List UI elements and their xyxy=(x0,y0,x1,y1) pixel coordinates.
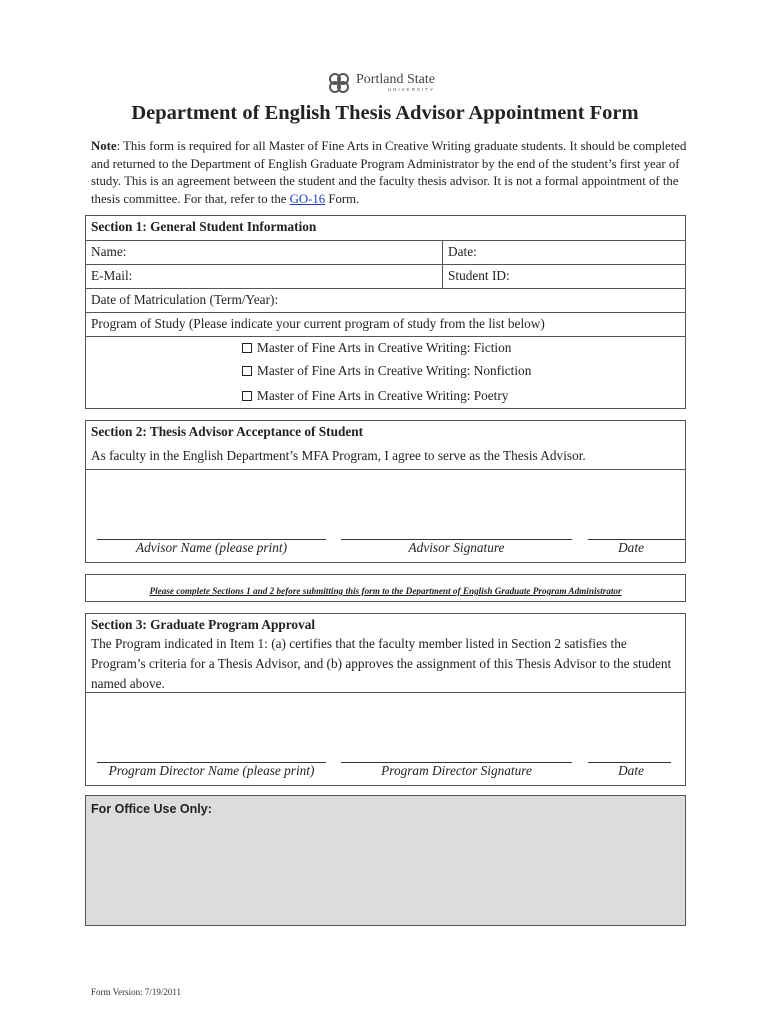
name-date-row xyxy=(86,240,685,264)
advisor-signature-field[interactable]: Advisor Signature xyxy=(408,540,505,555)
matriculation-field[interactable]: Date of Matriculation (Term/Year): xyxy=(91,292,279,307)
director-name-field[interactable]: Program Director Name (please print) xyxy=(108,763,315,778)
note-text-end: Form. xyxy=(325,191,360,206)
section2-text: As faculty in the English Department’s MFA Program, I agree to serve as the Thesis Advisor. xyxy=(91,448,586,463)
office-use-box xyxy=(85,795,686,926)
program-label: Program of Study (Please indicate your current program of study from the list below) xyxy=(91,316,545,331)
matriculation-row xyxy=(86,288,685,312)
date-field[interactable]: Date: xyxy=(448,244,477,259)
option-nonfiction[interactable]: Master of Fine Arts in Creative Writing: Nonfiction xyxy=(242,363,531,379)
name-field[interactable]: Name: xyxy=(91,244,127,259)
submission-notice: Please complete Sections 1 and 2 before submitting this form to the Department of English Graduate Program Administrator xyxy=(85,574,686,602)
section3-heading: Section 3: Graduate Program Approval xyxy=(91,617,316,632)
page-title: Department of English Thesis Advisor Appointment Form xyxy=(131,102,639,124)
section1-heading: Section 1: General Student Information xyxy=(91,219,317,234)
checkbox-icon[interactable] xyxy=(242,391,252,401)
psu-logo xyxy=(326,70,435,96)
director-date-field[interactable]: Date xyxy=(618,763,644,778)
note-label: Note xyxy=(91,139,117,153)
go16-link[interactable]: GO-16 xyxy=(289,191,326,206)
program-row xyxy=(86,312,685,336)
checkbox-icon[interactable] xyxy=(242,343,252,353)
office-use-label: For Office Use Only: xyxy=(91,802,212,816)
section3-text: The Program indicated in Item 1: (a) certifies that the faculty member listed in Section 2 satisfies the Program’s criteria for a Thesis Advisor, and (b) approves the assignment of this Thesis Advisor to the student named above. xyxy=(91,636,672,691)
logo-subtitle: UNIVERSITY xyxy=(387,87,435,93)
psu-logo-icon xyxy=(326,70,352,96)
section3-box xyxy=(85,613,686,786)
option-poetry[interactable]: Master of Fine Arts in Creative Writing: Poetry xyxy=(242,388,508,404)
advisor-date-field[interactable]: Date xyxy=(618,540,644,555)
form-version: Form Version: 7/19/2011 xyxy=(91,987,182,997)
logo-name: Portland State xyxy=(356,72,435,88)
director-signature-field[interactable]: Program Director Signature xyxy=(381,763,532,778)
checkbox-icon[interactable] xyxy=(242,366,252,376)
advisor-name-field[interactable]: Advisor Name (please print) xyxy=(135,540,288,555)
section2-heading: Section 2: Thesis Advisor Acceptance of Student xyxy=(91,424,364,439)
email-field[interactable]: E-Mail: xyxy=(91,268,133,283)
option-fiction[interactable]: Master of Fine Arts in Creative Writing: Fiction xyxy=(242,340,511,356)
email-id-row xyxy=(86,264,685,288)
student-id-field[interactable]: Student ID: xyxy=(448,268,510,283)
section1-box xyxy=(85,215,686,409)
note-text: : This form is required for all Master of Fine Arts in Creative Writing graduate students. It should be completed and returned to the Department of English Graduate Program Administrator by the end of the student’s first year of study. This is an agreement between the student and the faculty thesis advisor. It is not a formal appointment of the thesis committee. For that, refer to the xyxy=(91,139,687,206)
intro-note xyxy=(91,138,691,208)
